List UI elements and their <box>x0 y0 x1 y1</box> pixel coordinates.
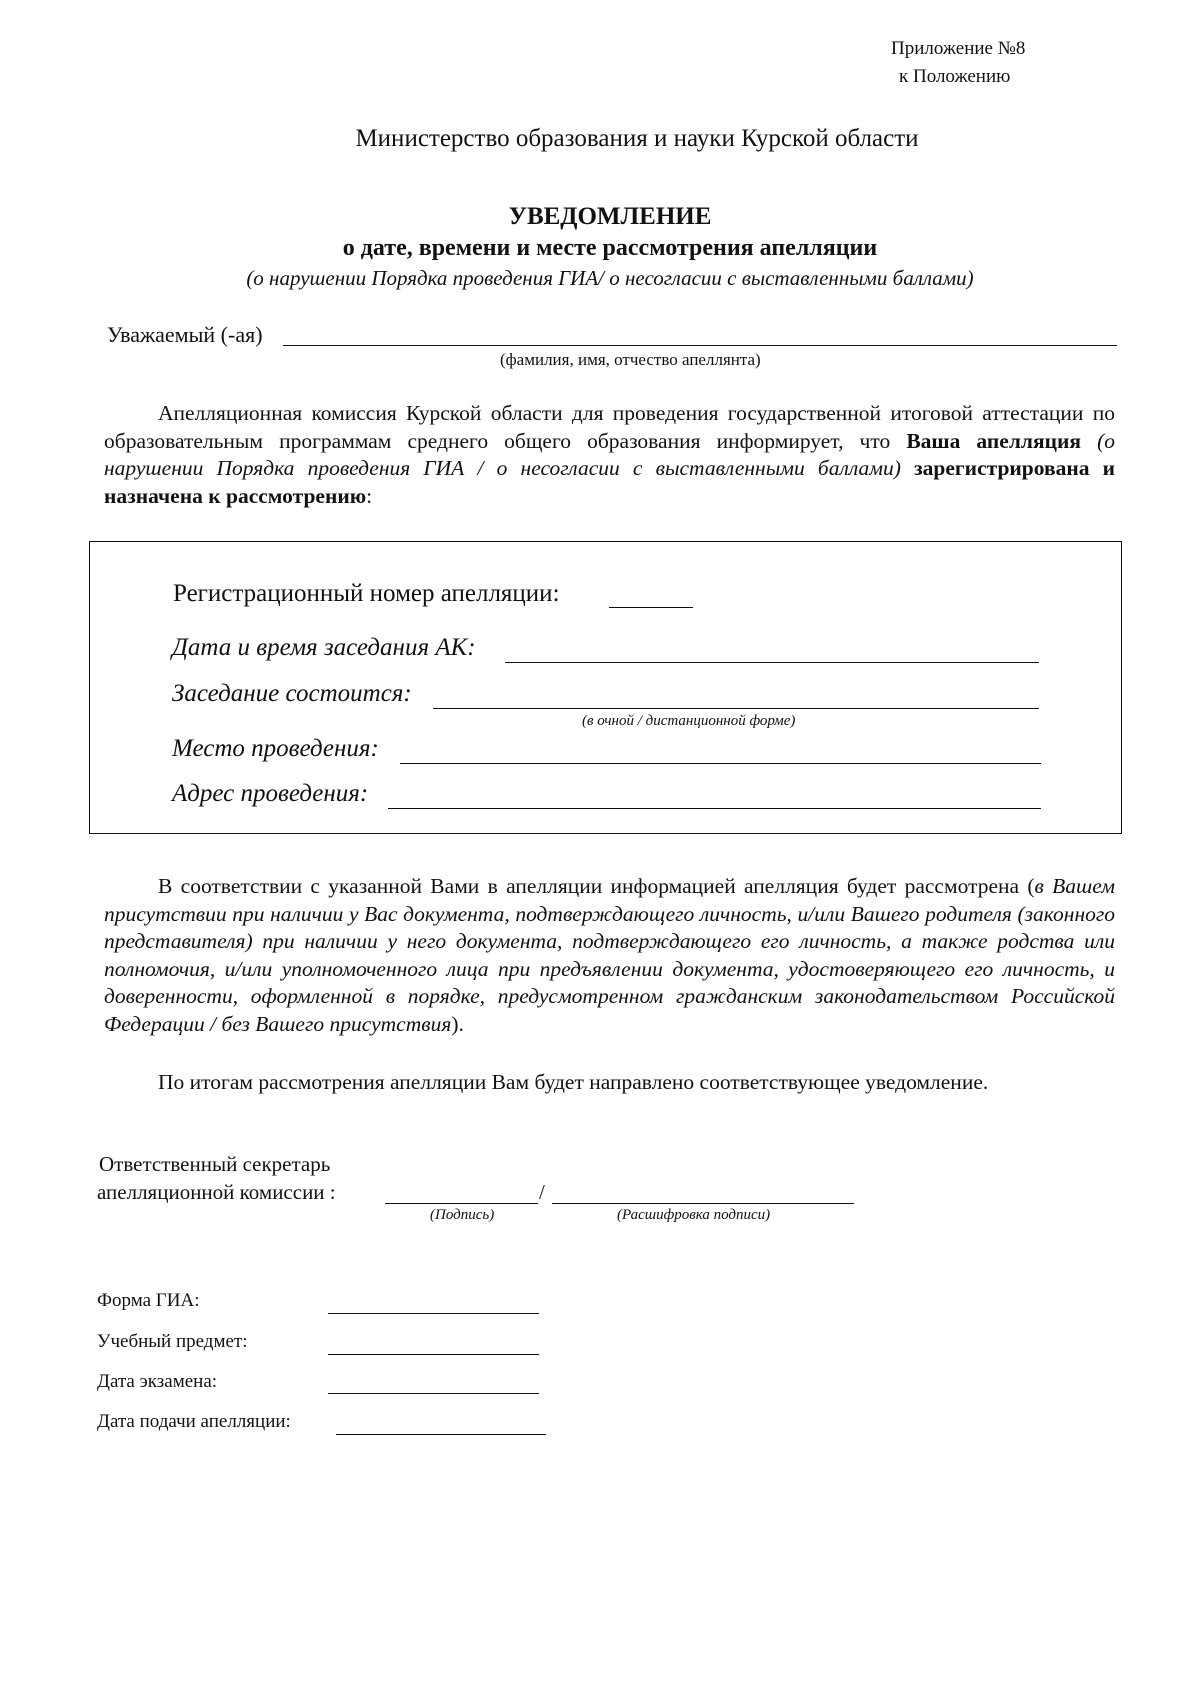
document-subtitle-note: (о нарушении Порядка проведения ГИА/ о несогласии с выставленными баллами) <box>246 266 974 290</box>
ministry-name: Министерство образования и науки Курской области <box>355 125 919 152</box>
form-field-gia-label: Форма ГИА: <box>97 1290 200 1311</box>
intro-bold-appeal: Ваша апелляция <box>906 428 1081 453</box>
reg-number-line[interactable] <box>609 607 693 608</box>
appellant-name-line[interactable] <box>283 345 1117 346</box>
annex-number: Приложение №8 <box>891 38 1026 59</box>
form-field-exam-date-line[interactable] <box>328 1393 539 1394</box>
body-paragraph-2: По итогам рассмотрения апелляции Вам будет направлено соответствующее уведомление. <box>158 1070 989 1094</box>
form-field-subject-label: Учебный предмет: <box>97 1331 248 1352</box>
format-hint: (в очной / дистанционной форме) <box>582 713 796 729</box>
address-label: Адрес проведения: <box>172 780 369 807</box>
intro-text: Апелляционная комиссия Курской области для проведения государственной итоговой аттестации по образовательным программам среднего общего образования информирует, что <box>104 401 1115 453</box>
secretary-title-line1: Ответственный секретарь <box>99 1152 331 1176</box>
salutation-label: Уважаемый (-ая) <box>107 322 263 347</box>
signature-slash: / <box>539 1180 545 1204</box>
signature-hint: (Подпись) <box>430 1207 495 1223</box>
intro-paragraph <box>104 400 1115 510</box>
body-p1-italic: в Вашем присутствии при наличии у Вас документа, подтверждающего личность, и/или Вашего родителя (законного представителя) при наличии у него документа, подтверждающего его личность, а также родства или полномочия, и/или уполномоченного лица при предъявлении документа, удостоверяющего его личность, и доверенности, оформленной в порядке, предусмотренном гражданским законодательством Российской Федерации / без Вашего присутствия <box>104 874 1115 1036</box>
intro-end: : <box>366 483 373 508</box>
form-field-exam-date-label: Дата экзамена: <box>97 1371 218 1392</box>
place-label: Место проведения: <box>172 735 379 762</box>
form-field-appeal-date-label: Дата подачи апелляции: <box>97 1411 291 1432</box>
annex-reference: к Положению <box>899 66 1011 87</box>
document-title: УВЕДОМЛЕНИЕ <box>508 203 712 230</box>
address-line[interactable] <box>388 808 1041 809</box>
datetime-label: Дата и время заседания АК: <box>172 634 476 661</box>
body-p1-end: ). <box>451 1011 464 1036</box>
format-line[interactable] <box>433 708 1039 709</box>
intro-bold-registered: зарегистрирована и назначена к рассмотрению <box>104 456 1116 508</box>
form-field-gia-line[interactable] <box>328 1313 539 1314</box>
form-field-subject-line[interactable] <box>328 1354 539 1355</box>
body-paragraph-1 <box>104 873 1115 1038</box>
place-line[interactable] <box>400 763 1041 764</box>
intro-italic-note: (о нарушении Порядка проведения ГИА / о несогласии с выставленными баллами) <box>104 428 1116 480</box>
signature-decode-hint: (Расшифровка подписи) <box>617 1207 771 1223</box>
appellant-name-hint: (фамилия, имя, отчество апеллянта) <box>500 350 761 369</box>
reg-number-label: Регистрационный номер апелляции: <box>173 580 560 607</box>
signature-decode-line[interactable] <box>552 1203 854 1204</box>
form-field-appeal-date-line[interactable] <box>336 1434 546 1435</box>
secretary-title-line2: апелляционной комиссии : <box>97 1180 336 1204</box>
body-p1-text: В соответствии с указанной Вами в апелляции информацией апелляция будет рассмотрена ( <box>158 874 1035 898</box>
datetime-line[interactable] <box>505 662 1039 663</box>
format-label: Заседание состоится: <box>172 680 412 707</box>
signature-line[interactable] <box>385 1203 538 1204</box>
document-subtitle: о дате, времени и месте рассмотрения апелляции <box>342 235 878 261</box>
